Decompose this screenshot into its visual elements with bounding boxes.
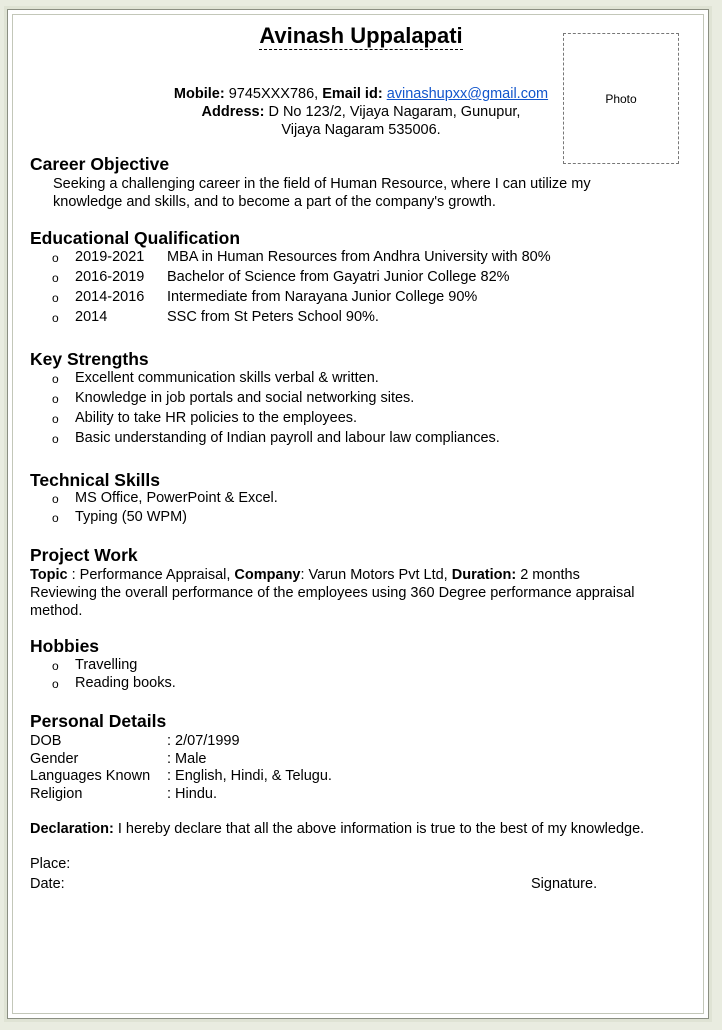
bullet-icon: o: [52, 271, 59, 285]
personal-value: : 2/07/1999: [167, 733, 240, 749]
address-line2: Vijaya Nagaram 535006.: [281, 122, 441, 138]
email-link[interactable]: avinashupxx@gmail.com: [386, 86, 549, 102]
bullet-icon: o: [52, 492, 59, 506]
personal-label: Religion: [30, 786, 83, 802]
education-desc: Bachelor of Science from Gayatri Junior College 82%: [167, 269, 510, 285]
duration-label: Duration:: [451, 567, 517, 583]
mobile-label: Mobile:: [173, 86, 225, 102]
skill-item: MS Office, PowerPoint & Excel.: [75, 490, 278, 506]
bullet-icon: o: [52, 412, 59, 426]
address-label: Address:: [201, 104, 265, 120]
project-desc-line: method.: [30, 603, 83, 619]
bullet-icon: o: [52, 291, 59, 305]
personal-value: : English, Hindi, & Telugu.: [167, 768, 332, 784]
bullet-icon: o: [52, 251, 59, 265]
declaration-text: I hereby declare that all the above information is true to the best of my knowledge.: [113, 821, 645, 837]
bullet-icon: o: [52, 432, 59, 446]
technical-skills-heading: Technical Skills: [30, 470, 161, 490]
personal-label: DOB: [30, 733, 62, 749]
education-year: 2014-2016: [75, 289, 145, 305]
personal-value: : Hindu.: [167, 786, 217, 802]
bullet-icon: o: [52, 392, 59, 406]
topic-value: : Performance Appraisal,: [67, 567, 235, 583]
project-topic-line: [30, 566, 580, 585]
education-year: 2014: [75, 309, 108, 325]
place-label: Place:: [30, 856, 71, 872]
duration-value: 2 months: [516, 567, 580, 583]
skill-item: Typing (50 WPM): [75, 509, 187, 525]
photo-placeholder: [563, 33, 679, 164]
mobile-value: 9745XXX786,: [228, 86, 319, 102]
declaration-label: Declaration:: [30, 821, 114, 837]
project-desc-line: Reviewing the overall performance of the employees using 360 Degree performance appraisal: [30, 585, 635, 601]
bullet-icon: o: [52, 511, 59, 525]
email-label: Email id:: [322, 86, 383, 102]
company-label: Company: [234, 567, 301, 583]
strength-item: Ability to take HR policies to the employees.: [75, 410, 358, 426]
bullet-icon: o: [52, 677, 59, 691]
hobby-item: Travelling: [75, 657, 138, 673]
topic-label: Topic: [30, 567, 68, 583]
signature-label: Signature.: [531, 876, 598, 892]
project-work-heading: Project Work: [30, 545, 138, 565]
hobby-item: Reading books.: [75, 675, 176, 691]
education-desc: SSC from St Peters School 90%.: [167, 309, 379, 325]
bullet-icon: o: [52, 372, 59, 386]
education-year: 2019-2021: [75, 249, 145, 265]
photo-label: Photo: [605, 92, 637, 106]
education-desc: MBA in Human Resources from Andhra University with 80%: [167, 249, 551, 265]
bullet-icon: o: [52, 311, 59, 325]
career-objective-line: knowledge and skills, and to become a part of the company's growth.: [53, 194, 496, 210]
company-value: : Varun Motors Pvt Ltd,: [300, 567, 452, 583]
key-strengths-heading: Key Strengths: [30, 349, 149, 369]
address-line1: D No 123/2, Vijaya Nagaram, Gunupur,: [268, 104, 521, 120]
strength-item: Knowledge in job portals and social networking sites.: [75, 390, 415, 406]
career-objective-line: Seeking a challenging career in the field of Human Resource, where I can utilize my: [53, 176, 591, 192]
strength-item: Excellent communication skills verbal & written.: [75, 370, 379, 386]
education-desc: Intermediate from Narayana Junior College 90%: [167, 289, 478, 305]
strength-item: Basic understanding of Indian payroll and labour law compliances.: [75, 430, 500, 446]
personal-details-heading: Personal Details: [30, 711, 167, 731]
date-label: Date:: [30, 876, 65, 892]
resume-name: Avinash Uppalapati: [259, 23, 463, 48]
personal-label: Languages Known: [30, 768, 151, 784]
bullet-icon: o: [52, 659, 59, 673]
education-heading: Educational Qualification: [30, 228, 241, 248]
declaration-line: [30, 820, 644, 839]
personal-label: Gender: [30, 751, 79, 767]
education-year: 2016-2019: [75, 269, 145, 285]
hobbies-heading: Hobbies: [30, 636, 100, 656]
career-objective-heading: Career Objective: [30, 154, 170, 174]
personal-value: : Male: [167, 751, 207, 767]
